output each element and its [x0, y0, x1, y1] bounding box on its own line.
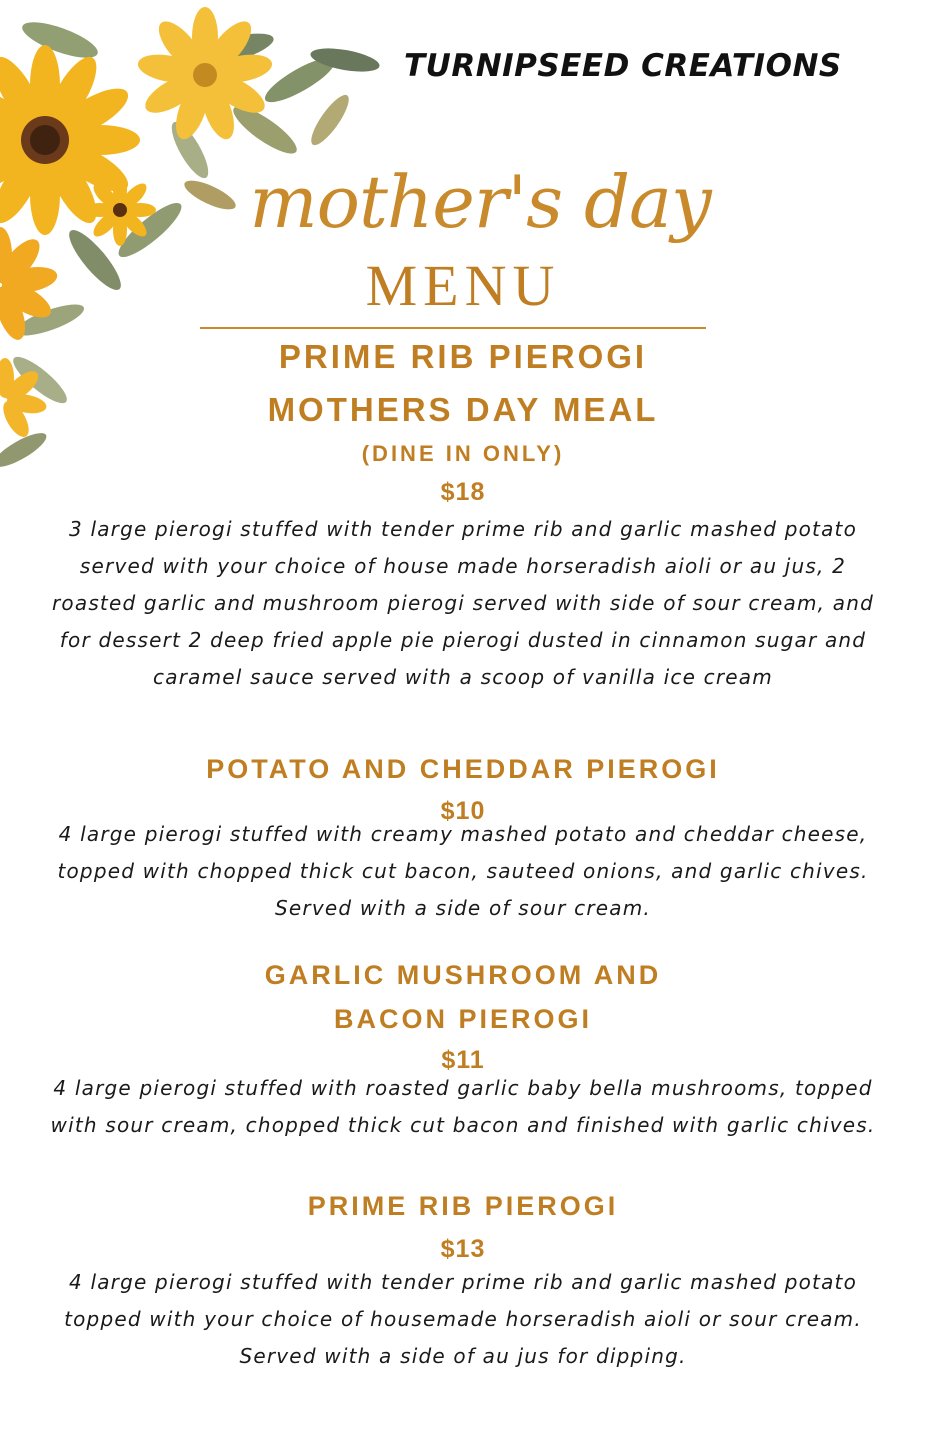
- divider-line: [200, 327, 706, 329]
- script-title: mother's day: [249, 160, 711, 244]
- item-price: $10: [440, 797, 486, 825]
- item-note: (DINE IN ONLY): [361, 441, 565, 466]
- menu-heading: MENU: [365, 253, 561, 318]
- item-title-line2: MOTHERS DAY MEAL: [267, 391, 659, 428]
- item-title: POTATO AND CHEDDAR PIEROGI: [206, 754, 720, 784]
- item-price: $13: [440, 1235, 486, 1263]
- item-description: 4 large pierogi stuffed with tender prime rib and garlic mashed potato topped with your choice of housemade horseradish aioli or sour cream. Served with a side of au jus for dipping.: [64, 1270, 862, 1368]
- brand-name: TURNIPSEED CREATIONS: [404, 48, 842, 84]
- item-title: PRIME RIB PIEROGI: [278, 338, 648, 375]
- sunflower-small: [84, 174, 156, 246]
- item-title-line2: BACON PIEROGI: [333, 1004, 593, 1034]
- item-description: 4 large pierogi stuffed with creamy mashed potato and cheddar cheese, topped with chopped thick cut bacon, sauteed onions, and garlic chives. Served with a side of sour cream.: [57, 822, 869, 920]
- item-price: $11: [441, 1046, 485, 1074]
- item-description: 4 large pierogi stuffed with roasted garlic baby bella mushrooms, topped with sour cream, chopped thick cut bacon and finished with garlic chives.: [50, 1076, 876, 1137]
- item-title: PRIME RIB PIEROGI: [307, 1191, 619, 1221]
- item-price: $18: [440, 478, 486, 506]
- item-title: GARLIC MUSHROOM AND: [264, 960, 662, 990]
- item-description: 3 large pierogi stuffed with tender prime rib and garlic mashed potato served with your choice of house made horseradish aioli or au jus, 2 roasted garlic and mushroom pierogi served with side of sour cream, and for dessert 2 deep fried apple pie pierogi dusted in cinnamon sugar and caramel sauce served with a scoop of vanilla ice cream: [52, 517, 874, 689]
